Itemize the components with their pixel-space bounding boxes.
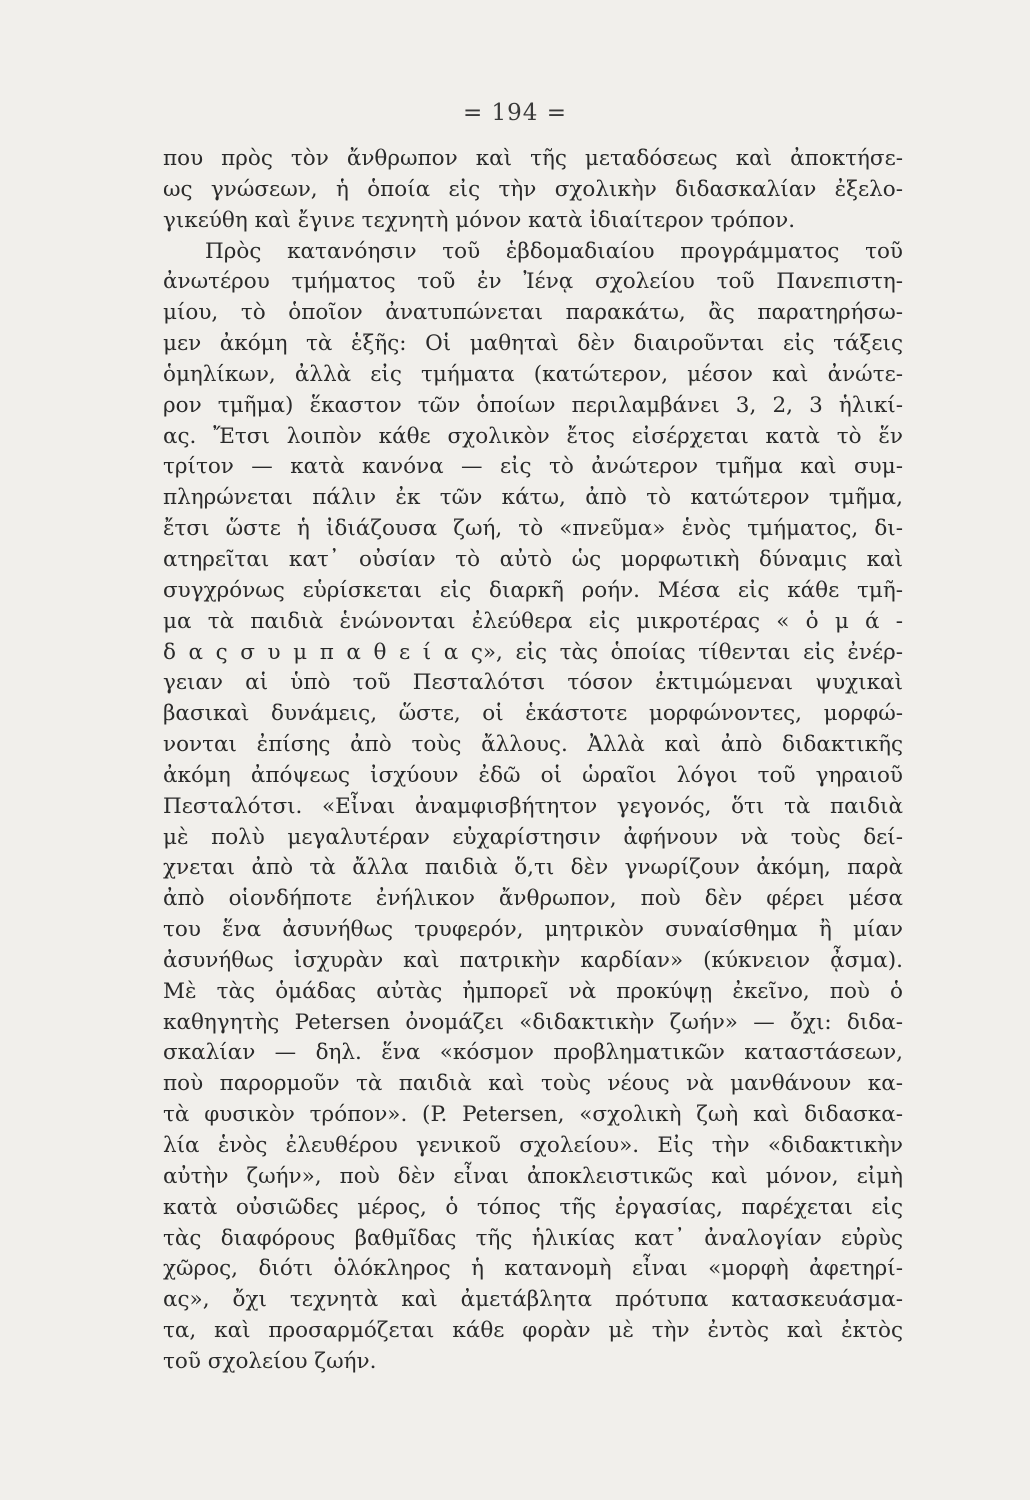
text-line: μίου, τὸ ὁποῖον ἀνατυπώνεται παρακάτω, ἂς παρατηρήσω-: [163, 300, 903, 326]
text-line: Πρὸς κατανόησιν τοῦ ἑβδομαδιαίου προγράμματος τοῦ: [205, 238, 903, 264]
text-line: ἀσυνήθως ἰσχυρὰν καὶ πατρικὴν καρδίαν» (κύκνειον ᾆσμα).: [163, 947, 903, 973]
page-number: = 194 =: [462, 100, 568, 126]
text-line: μα τὰ παιδιὰ ἑνώνονται ἐλεύθερα εἰς μικροτέρας « ὁ μ ά -: [163, 608, 903, 634]
text-line: ως γνώσεων, ἡ ὁποία εἰς τὴν σχολικὴν διδασκαλίαν ἐξελο-: [163, 176, 903, 202]
text-line: του ἕνα ἀσυνήθως τρυφερόν, μητρικὸν συναίσθημα ἢ μίαν: [163, 917, 903, 943]
text-line: τὰ φυσικὸν τρόπον». (P. Petersen, «σχολικὴ ζωὴ καὶ διδασκα-: [163, 1102, 903, 1128]
text-line: ας. Ἔτσι λοιπὸν κάθε σχολικὸν ἔτος εἰσέρχεται κατὰ τὸ ἕν: [163, 423, 903, 449]
text-line: ατηρεῖται κατ᾽ οὐσίαν τὸ αὐτὸ ὡς μορφωτικὴ δύναμις καὶ: [163, 546, 903, 572]
text-line: αὐτὴν ζωήν», ποὺ δὲν εἶναι ἀποκλειστικῶς καὶ μόνον, εἰμὴ: [163, 1163, 903, 1189]
text-line: ρον τμῆμα) ἕκαστον τῶν ὁποίων περιλαμβάνει 3, 2, 3 ἡλικί-: [163, 392, 903, 418]
text-line: ποὺ παρορμοῦν τὰ παιδιὰ καὶ τοὺς νέους νὰ μανθάνουν κα-: [163, 1071, 903, 1097]
text-line: ἀπὸ οἱονδήποτε ἐνήλικον ἄνθρωπον, ποὺ δὲν φέρει μέσα: [163, 886, 903, 912]
text-line: Πεσταλότσι. «Εἶναι ἀναμφισβήτητον γεγονός, ὅτι τὰ παιδιὰ: [163, 793, 903, 819]
text-line: μεν ἀκόμη τὰ ἑξῆς: Οἱ μαθηταὶ δὲν διαιροῦνται εἰς τάξεις: [163, 331, 903, 357]
text-line: λία ἑνὸς ἐλευθέρου γενικοῦ σχολείου». Εἰς τὴν «διδακτικὴν: [163, 1133, 903, 1158]
text-line: χῶρος, διότι ὁλόκληρος ἡ κατανομὴ εἶναι «μορφὴ ἀφετηρί-: [163, 1256, 903, 1282]
text-line: κατὰ οὐσιῶδες μέρος, ὁ τόπος τῆς ἐργασίας, παρέχεται εἰς: [163, 1194, 903, 1220]
text-line: ἀκόμη ἀπόψεως ἰσχύουν ἐδῶ οἱ ὡραῖοι λόγοι τοῦ γηραιοῦ: [163, 762, 903, 788]
text-line: ας», ὄχι τεχνητὰ καὶ ἀμετάβλητα πρότυπα κατασκευάσμα-: [163, 1287, 903, 1313]
text-line: μὲ πολὺ μεγαλυτέραν εὐχαρίστησιν ἀφήνουν νὰ τοὺς δεί-: [163, 824, 903, 850]
body-text: [163, 144, 903, 1378]
text-line: πληρώνεται πάλιν ἐκ τῶν κάτω, ἀπὸ τὸ κατώτερον τμῆμα,: [163, 485, 903, 511]
text-line: ἀνωτέρου τμήματος τοῦ ἐν Ἰένᾳ σχολείου τοῦ Πανεπιστη-: [163, 269, 903, 295]
text-line: ἔτσι ὥστε ἡ ἰδιάζουσα ζωή, τὸ «πνεῦμα» ἑνὸς τμήματος, δι-: [163, 516, 903, 542]
text-line: γικεύθη καὶ ἔγινε τεχνητὴ μόνον κατὰ ἰδιαίτερον τρόπον.: [163, 207, 796, 233]
text-line: ὁμηλίκων, ἀλλὰ εἰς τμήματα (κατώτερον, μέσον καὶ ἀνώτε-: [163, 361, 903, 387]
text-line: τὰς διαφόρους βαθμῖδας τῆς ἡλικίας κατ᾽ ἀναλογίαν εὐρὺς: [163, 1225, 903, 1251]
text-line: συγχρόνως εὑρίσκεται εἰς διαρκῆ ροήν. Μέσα εἰς κάθε τμῆ-: [163, 577, 903, 603]
text-line: σκαλίαν — δηλ. ἕνα «κόσμον προβληματικῶν καταστάσεων,: [163, 1040, 903, 1066]
text-line: γειαν αἱ ὑπὸ τοῦ Πεσταλότσι τόσον ἐκτιμώμεναι ψυχικαὶ: [163, 670, 903, 696]
text-line: τα, καὶ προσαρμόζεται κάθε φορὰν μὲ τὴν ἐντὸς καὶ ἐκτὸς: [163, 1318, 903, 1344]
text-line: τοῦ σχολείου ζωήν.: [163, 1348, 377, 1374]
text-line: που πρὸς τὸν ἄνθρωπον καὶ τῆς μεταδόσεως καὶ ἀποκτήσε-: [163, 146, 903, 171]
text-line: δ α ς σ υ μ π α θ ε ί α ς», εἰς τὰς ὁποίας τίθενται εἰς ἐνέρ-: [163, 639, 903, 665]
text-line: βασικαὶ δυνάμεις, ὥστε, οἱ ἑκάστοτε μορφώνοντες, μορφώ-: [163, 701, 903, 727]
text-line: νονται ἐπίσης ἀπὸ τοὺς ἄλλους. Ἀλλὰ καὶ ἀπὸ διδακτικῆς: [163, 732, 903, 758]
text-line: χνεται ἀπὸ τὰ ἄλλα παιδιὰ ὅ,τι δὲν γνωρίζουν ἀκόμη, παρὰ: [163, 855, 903, 881]
text-line: τρίτον — κατὰ κανόνα — εἰς τὸ ἀνώτερον τμῆμα καὶ συμ-: [163, 454, 903, 480]
text-line: καθηγητὴς Petersen ὀνομάζει «διδακτικὴν ζωήν» — ὄχι: διδα-: [163, 1009, 903, 1035]
text-line: Μὲ τὰς ὁμάδας αὐτὰς ἠμπορεῖ νὰ προκύψῃ ἐκεῖνο, ποὺ ὁ: [163, 978, 903, 1004]
